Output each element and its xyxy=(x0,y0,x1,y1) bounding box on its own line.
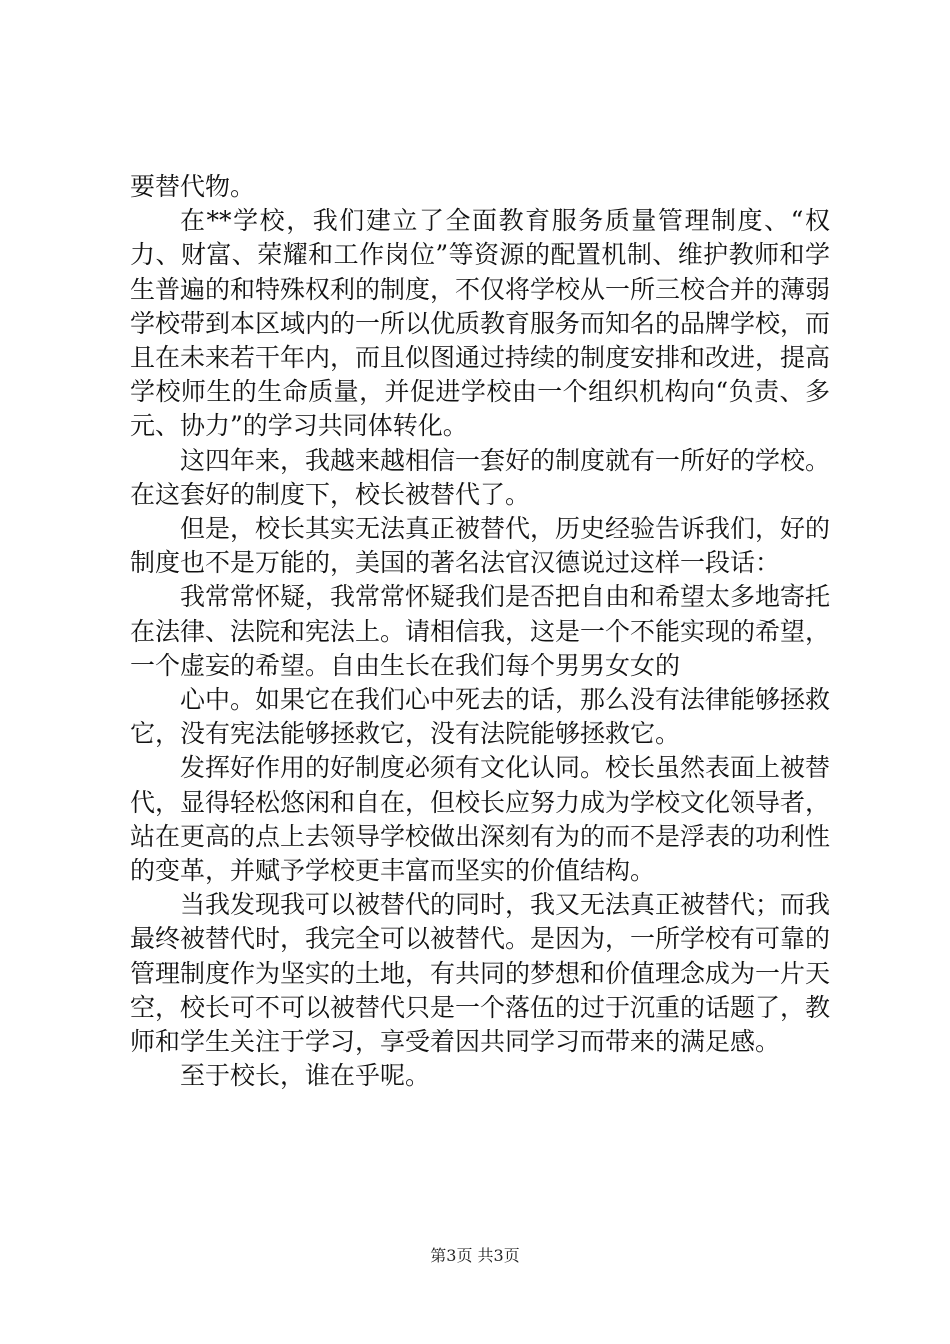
quote-paragraph: 我常常怀疑，我常常怀疑我们是否把自由和希望太多地寄托在法律、法院和宪法上。请相信我，这是一个不能实现的希望，一个虚妄的希望。自由生长在我们每个男男女女的 xyxy=(130,582,831,680)
paragraph-continuation: 要替代物。 xyxy=(130,172,256,201)
page-number-footer: 第3页 共3页 xyxy=(430,1246,520,1265)
paragraph: 在**学校，我们建立了全面教育服务质量管理制度、“权力、财富、荣耀和工作岗位”等资源的配置机制、维护教师和学生普遍的和特殊权利的制度，不仅将学校从一所三校合并的薄弱学校带到本区域内的一所以优质教育服务而知名的品牌学校，而且在未来若干年内，而且似图通过持续的制度安排和改进，提高学校师生的生命质量，并促进学校由一个组织机构向“负责、多元、协力”的学习共同体转化。 xyxy=(130,206,831,441)
paragraph: 至于校长，谁在乎呢。 xyxy=(180,1061,431,1091)
document-body xyxy=(130,170,830,1093)
quote-paragraph: 心中。如果它在我们心中死去的话，那么没有法律能够拯救它，没有宪法能够拯救它，没有法院能够拯救它。 xyxy=(130,685,831,749)
paragraph: 当我发现我可以被替代的同时，我又无法真正被替代；而我最终被替代时，我完全可以被替代。是因为，一所学校有可靠的管理制度作为坚实的土地，有共同的梦想和价值理念成为一片天空，校长可不可以被替代只是一个落伍的过于沉重的话题了，教师和学生关注于学习，享受着因共同学习而带来的满足感。 xyxy=(130,890,831,1057)
paragraph: 但是，校长其实无法真正被替代，历史经验告诉我们，好的制度也不是万能的，美国的著名法官汉德说过这样一段话： xyxy=(130,514,831,578)
paragraph: 这四年来，我越来越相信一套好的制度就有一所好的学校。在这套好的制度下，校长被替代了。 xyxy=(130,445,831,509)
paragraph: 发挥好作用的好制度必须有文化认同。校长虽然表面上被替代，显得轻松悠闲和自在，但校长应努力成为学校文化领导者，站在更高的点上去领导学校做出深刻有为的而不是浮表的功利性的变革，并赋予学校更丰富而坚实的价值结构。 xyxy=(130,753,831,886)
